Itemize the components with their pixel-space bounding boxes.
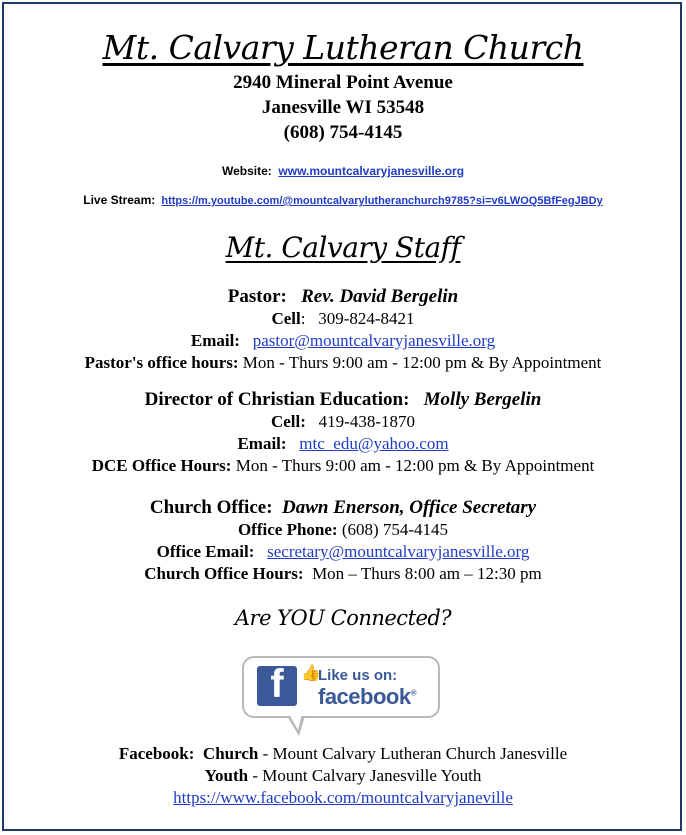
office-email-label: Office Email: [156,542,255,561]
office-role: Church Office: [149,497,273,518]
website-link[interactable]: www.mountcalvaryjanesville.org [278,164,465,178]
badge-like-text: Like us on: [318,667,398,684]
facebook-label: Facebook: [118,744,195,763]
livestream-link[interactable]: https://m.youtube.com/@mountcalvarylutheranchurch9785?si=v6LWOQ5BfFegJBDy [161,195,603,207]
facebook-url-link[interactable]: https://www.facebook.com/mountcalvaryjaneville [173,788,513,807]
pastor-cell-row [0,308,686,330]
church-page: - Mount Calvary Lutheran Church Janesville [262,744,568,763]
pastor-hours-row [0,352,686,374]
dce-hours-label: DCE Office Hours: [91,456,232,475]
livestream-row [0,192,686,209]
church-name: Mt. Calvary Lutheran Church [102,28,584,67]
pastor-name: Rev. David Bergelin [301,286,459,307]
youth-label: Youth [204,766,249,785]
dce-cell-label: Cell: [270,412,306,431]
dce-cell-row [0,411,686,433]
pastor-row [0,285,686,309]
address-line1: 2940 Mineral Point Avenue [233,72,453,93]
office-phone-label: Office Phone: [237,520,338,539]
badge-brand [318,684,416,710]
church-label: Church [202,744,259,763]
dce-role: Director of Christian Education: [144,389,410,410]
badge-tail-fill [289,714,302,730]
office-name: Dawn Enerson, Office Secretary [282,497,537,518]
pastor-email-label: Email: [190,331,240,350]
connected-heading: Are YOU Connected? [234,606,452,630]
pastor-hours: Mon - Thurs 9:00 am - 12:00 pm & By Appointment [242,353,602,372]
livestream-label: Live Stream: [83,193,156,207]
office-hours-row [0,563,686,585]
dce-email-link[interactable]: mtc_edu@yahoo.com [299,434,449,453]
dce-hours-row [0,455,686,477]
staff-heading: Mt. Calvary Staff [225,231,461,264]
badge-brand-word: facebook [318,684,411,709]
youth-page: - Mount Calvary Janesville Youth [252,766,482,785]
office-email-row [0,541,686,563]
website-row [0,163,686,179]
pastor-hours-label: Pastor's office hours: [84,353,239,372]
office-row [0,496,686,520]
badge-reg: ® [410,688,416,698]
facebook-url-row [0,787,686,809]
facebook-church-row [0,743,686,765]
dce-email-label: Email: [237,434,287,453]
office-email-link[interactable]: secretary@mountcalvaryjanesville.org [267,542,530,561]
pastor-cell-label: Cell [271,309,301,328]
dce-email-row [0,433,686,455]
thumbs-up-icon: 👍 [301,665,321,682]
pastor-email-link[interactable]: pastor@mountcalvaryjanesville.org [252,331,496,350]
office-phone-row [0,519,686,541]
pastor-role: Pastor: [227,286,287,307]
office-hours: Mon – Thurs 8:00 am – 12:30 pm [312,564,542,583]
church-phone: (608) 754-4145 [283,122,403,143]
website-label: Website: [221,164,272,178]
pastor-cell-colon: : [300,309,306,328]
pastor-cell: 309-824-8421 [318,309,415,328]
dce-name: Molly Bergelin [423,389,542,410]
address-line2: Janesville WI 53548 [261,97,425,118]
office-phone: (608) 754-4145 [341,520,449,539]
dce-hours: Mon - Thurs 9:00 am - 12:00 pm & By Appointment [235,456,595,475]
facebook-f-letter: f [270,662,284,706]
office-hours-label: Church Office Hours: [144,564,304,583]
pastor-email-row [0,330,686,352]
facebook-youth-row [0,765,686,787]
dce-cell: 419-438-1870 [318,412,415,431]
dce-row [0,388,686,412]
